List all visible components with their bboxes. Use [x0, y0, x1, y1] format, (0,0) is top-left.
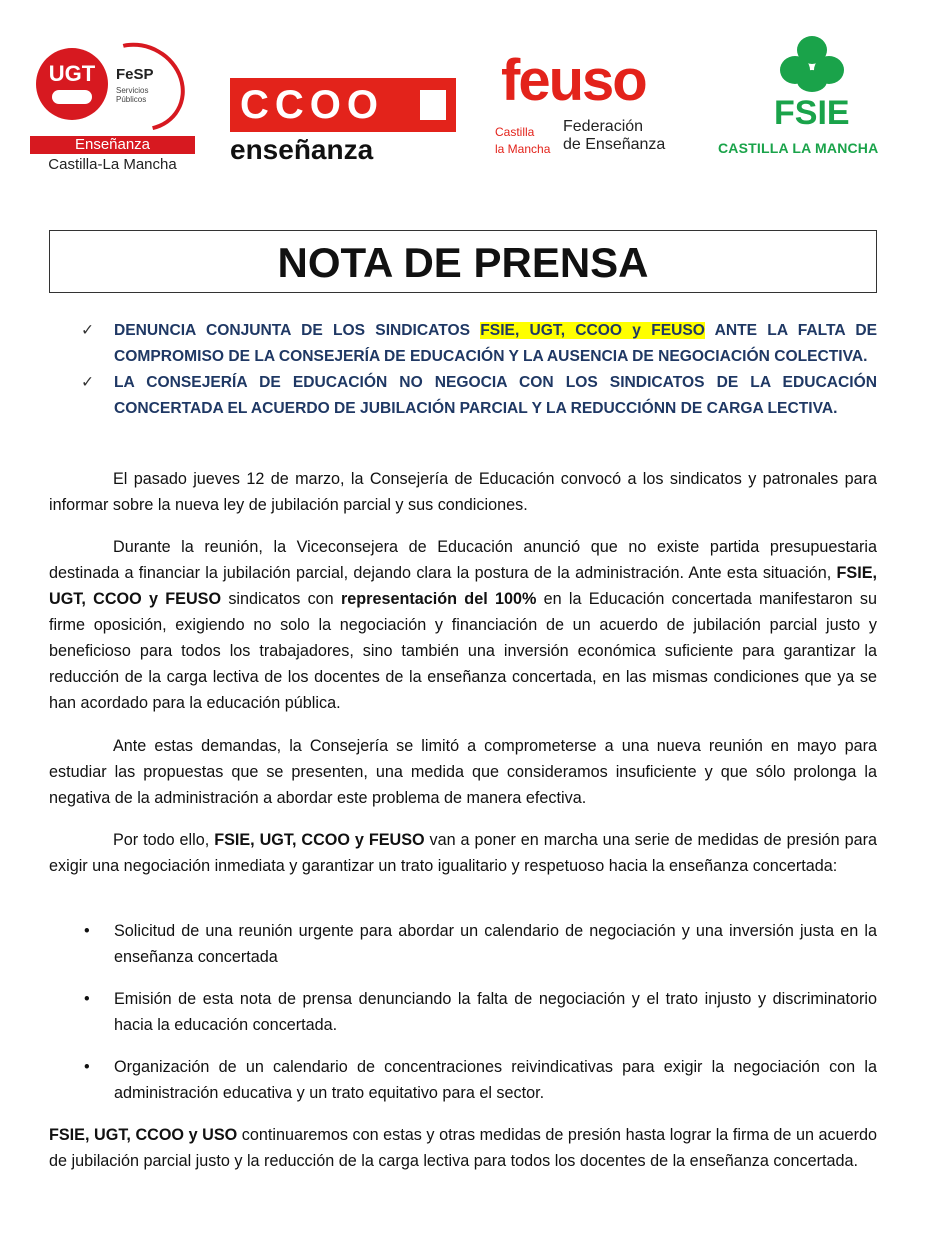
- ugt-fesp-label: FeSP: [116, 66, 154, 83]
- headline-list: [49, 318, 877, 422]
- checkmark-icon: ✓: [81, 374, 95, 391]
- paragraph-text: Ante estas demandas, la Consejería se limitó a comprometerse a una nueva reunión en mayo para estudiar las propuestas que se presenten, una medida que consideramos insuficiente y que sólo prolonga la negativa de la administración a abordar este problema de manera efectiva.: [49, 737, 877, 807]
- paragraph-2: [49, 534, 877, 716]
- bullet-icon: •: [84, 922, 90, 940]
- measures-list: [49, 918, 877, 1122]
- feuso-brand: feuso: [501, 48, 646, 113]
- ccoo-subtitle: enseñanza: [230, 134, 374, 165]
- ugt-bar-label: Enseñanza: [30, 136, 195, 154]
- feuso-region-line1: Castilla: [495, 125, 535, 139]
- paragraph-text: [49, 1122, 877, 1174]
- bold-unions: FSIE, UGT, CCOO y USO: [49, 1126, 238, 1144]
- title-box: [49, 230, 877, 293]
- highlighted-unions: FSIE, UGT, CCOO y FEUSO: [480, 322, 705, 339]
- ugt-brand: UGT: [48, 61, 96, 86]
- feuso-logo: [495, 48, 695, 160]
- text-run: sindicatos con: [221, 590, 341, 608]
- text-run: van a poner en marcha una serie de medidas de presión para exigir una negociación inmediata y garantizar un trato igualitario y respetuoso hacia la enseñanza concertada:: [49, 831, 877, 875]
- fsie-region: CASTILLA LA MANCHA: [718, 140, 879, 156]
- list-item-text: Organización de un calendario de concentraciones reivindicativas para exigir la negociación con la administración educativa y un trato equitativo para el sector.: [114, 1058, 877, 1102]
- text-run: Durante la reunión, la Viceconsejera de Educación anunció que no existe partida presupuestaria destinada a financiar la jubilación parcial, dejando clara la postura de la administración. Ante esta situación,: [49, 538, 877, 582]
- feuso-region-line2: la Mancha: [495, 142, 551, 156]
- feuso-fed-line2: de Enseñanza: [563, 136, 666, 153]
- paragraph-1: [49, 466, 877, 518]
- headline-item: [49, 318, 877, 370]
- feuso-region: [495, 124, 550, 158]
- headline-item: [49, 370, 877, 422]
- bold-unions: FSIE, UGT, CCOO y FEUSO: [214, 831, 425, 849]
- handshake-icon: [52, 90, 92, 104]
- list-item-text: Solicitud de una reunión urgente para abordar un calendario de negociación y una inversión justa en la enseñanza concertada: [114, 922, 877, 966]
- fsie-logo: [716, 36, 916, 158]
- ugt-emblem: [36, 48, 108, 120]
- headline-text: LA CONSEJERÍA DE EDUCACIÓN NO NEGOCIA CON LOS SINDICATOS DE LA EDUCACIÓN CONCERTADA EL ACUERDO DE JUBILACIÓN PARCIAL Y LA REDUCCIÓNN DE CARGA LECTIVA.: [114, 374, 877, 417]
- bold-unions: FSIE, UGT, CCOO y FEUSO: [49, 564, 877, 608]
- headline-text: ANTE LA FALTA DE COMPROMISO DE LA CONSEJERÍA DE EDUCACIÓN Y LA AUSENCIA DE NEGOCIACIÓN COLECTIVA.: [114, 322, 877, 365]
- bullet-icon: •: [84, 990, 90, 1008]
- list-item-text: Emisión de esta nota de prensa denunciando la falta de negociación y el trato injusto y discriminatorio hacia la educación concertada.: [114, 990, 877, 1034]
- paragraph-3: [49, 733, 877, 811]
- list-item: [49, 986, 877, 1038]
- paragraph-text: [49, 827, 877, 879]
- list-item: [49, 918, 877, 970]
- list-item: [49, 1054, 877, 1106]
- page-title: NOTA DE PRENSA: [277, 239, 649, 286]
- castle-icon: [420, 90, 446, 120]
- headline-text: DENUNCIA CONJUNTA DE LOS SINDICATOS: [114, 322, 481, 339]
- fsie-brand: FSIE: [774, 94, 850, 132]
- feuso-federation: [563, 118, 665, 154]
- paragraph-4: [49, 827, 877, 879]
- text-run: en la Educación concertada manifestaron su firme oposición, exigiendo no solo la negociación y financiación de un acuerdo de jubilación parcial justo y beneficioso para todos los trabajadores, sino también una inversión económica suficiente para garantizar la reducción de la carga lectiva de los docentes de la enseñanza concertada, en las mismas condiciones que ya se han acordado para la educación pública.: [49, 590, 878, 712]
- ccoo-logo: [230, 78, 456, 170]
- bold-representation: representación del 100%: [340, 590, 537, 608]
- ugt-subtitle: Servicios Públicos: [116, 86, 149, 104]
- ccoo-brand: CCOO: [240, 83, 384, 127]
- closing-paragraph: [49, 1122, 877, 1174]
- paragraph-text: El pasado jueves 12 de marzo, la Consejería de Educación convocó a los sindicatos y patronales para informar sobre la nueva ley de jubilación parcial y sus condiciones.: [49, 470, 877, 514]
- logo-header: [0, 30, 942, 173]
- ugt-logo: [30, 44, 195, 173]
- feuso-fed-line1: Federación: [563, 118, 644, 135]
- bullet-icon: •: [84, 1058, 90, 1076]
- text-run: continuaremos con estas y otras medidas de presión hasta lograr la firma de un acuerdo de jubilación parcial justo y la reducción de la carga lectiva para todos los docentes de la enseñanza concertada.: [49, 1126, 878, 1170]
- ugt-region: Castilla-La Mancha: [48, 156, 177, 173]
- clover-icon: [780, 36, 844, 96]
- paragraph-text: [49, 534, 877, 716]
- checkmark-icon: ✓: [81, 322, 95, 339]
- text-run: Por todo ello,: [113, 831, 215, 849]
